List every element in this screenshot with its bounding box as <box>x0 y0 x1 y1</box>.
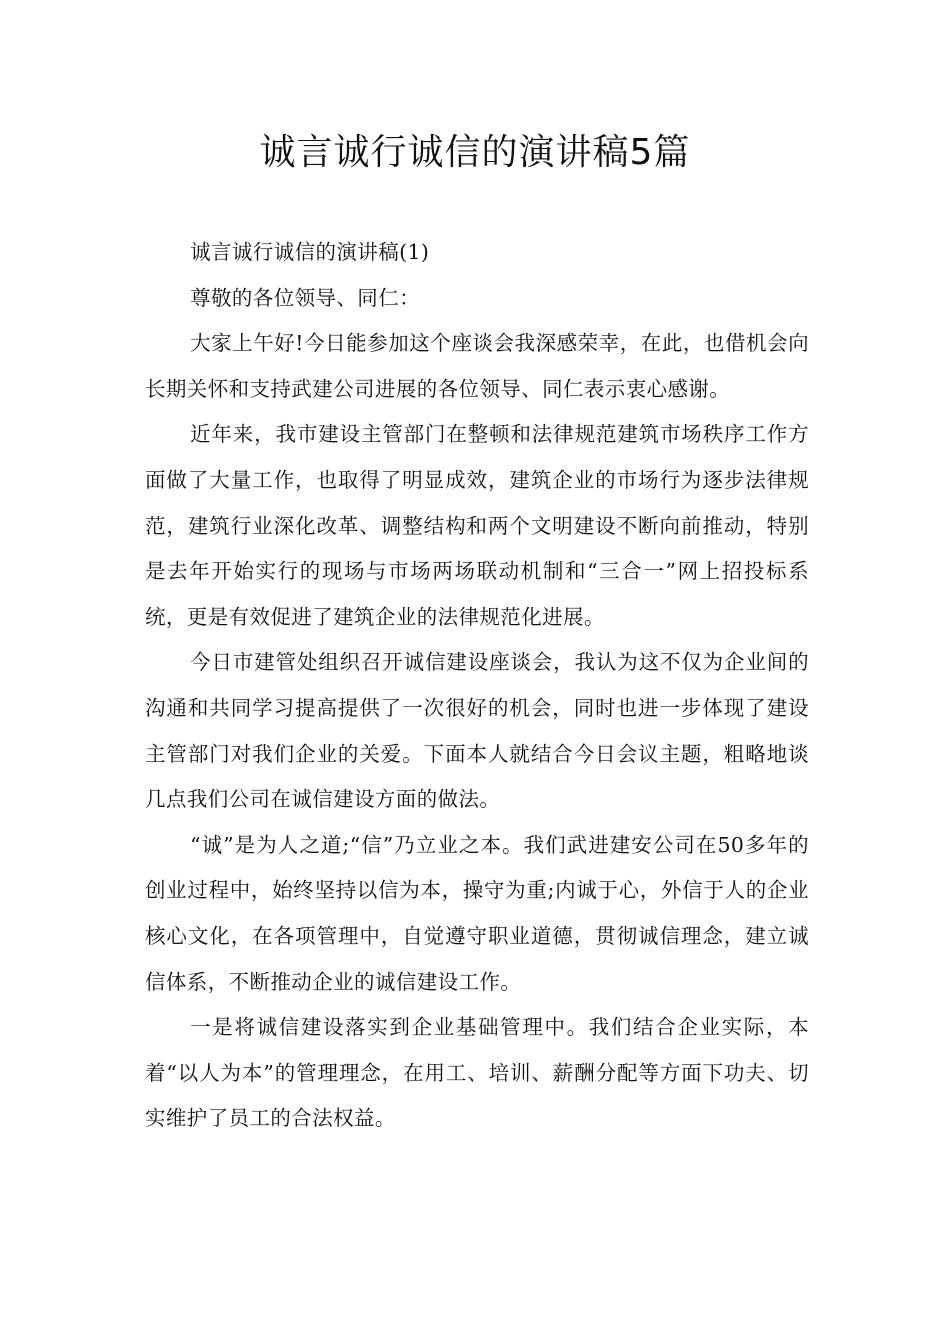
salutation: 尊敬的各位领导、同仁： <box>190 285 420 310</box>
paragraph-point-one: 一是将诚信建设落实到企业基础管理中。我们结合企业实际，本着“以人为本”的管理理念，在用工、培训、薪酬分配等方面下功夫、切实维护了员工的合法权益。 <box>145 1015 809 1131</box>
paragraph-greeting: 大家上午好!今日能参加这个座谈会我深感荣幸，在此，也借机会向长期关怀和支持武建公司进展的各位领导、同仁表示衷心感谢。 <box>145 331 809 401</box>
paragraph-today-meeting: 今日市建管处组织召开诚信建设座谈会，我认为这不仅为企业间的沟通和共同学习提高提供了一次很好的机会，同时也进一步体现了建设主管部门对我们企业的关爱。下面本人就结合今日会议主题，粗略地谈几点我们公司在诚信建设方面的做法。 <box>145 650 809 812</box>
document-title: 诚言诚行诚信的演讲稿5篇 <box>259 132 691 173</box>
paragraph-integrity-culture: “诚”是为人之道;“信”乃立业之本。我们武进建安公司在50多年的创业过程中，始终坚持以信为本，操守为重;内诚于心，外信于人的企业核心文化，在各项管理中，自觉遵守职业道德，贯彻诚信理念，建立诚信体系，不断推动企业的诚信建设工作。 <box>145 832 809 994</box>
document-body <box>145 230 809 1142</box>
speech-subtitle: 诚言诚行诚信的演讲稿(1) <box>190 240 430 264</box>
paragraph-recent-years: 近年来，我市建设主管部门在整顿和法律规范建筑市场秩序工作方面做了大量工作，也取得了明显成效，建筑企业的市场行为逐步法律规范，建筑行业深化改革、调整结构和两个文明建设不断向前推动，特别是去年开始实行的现场与市场两场联动机制和“三合一”网上招投标系统，更是有效促进了建筑企业的法律规范化进展。 <box>145 422 809 629</box>
